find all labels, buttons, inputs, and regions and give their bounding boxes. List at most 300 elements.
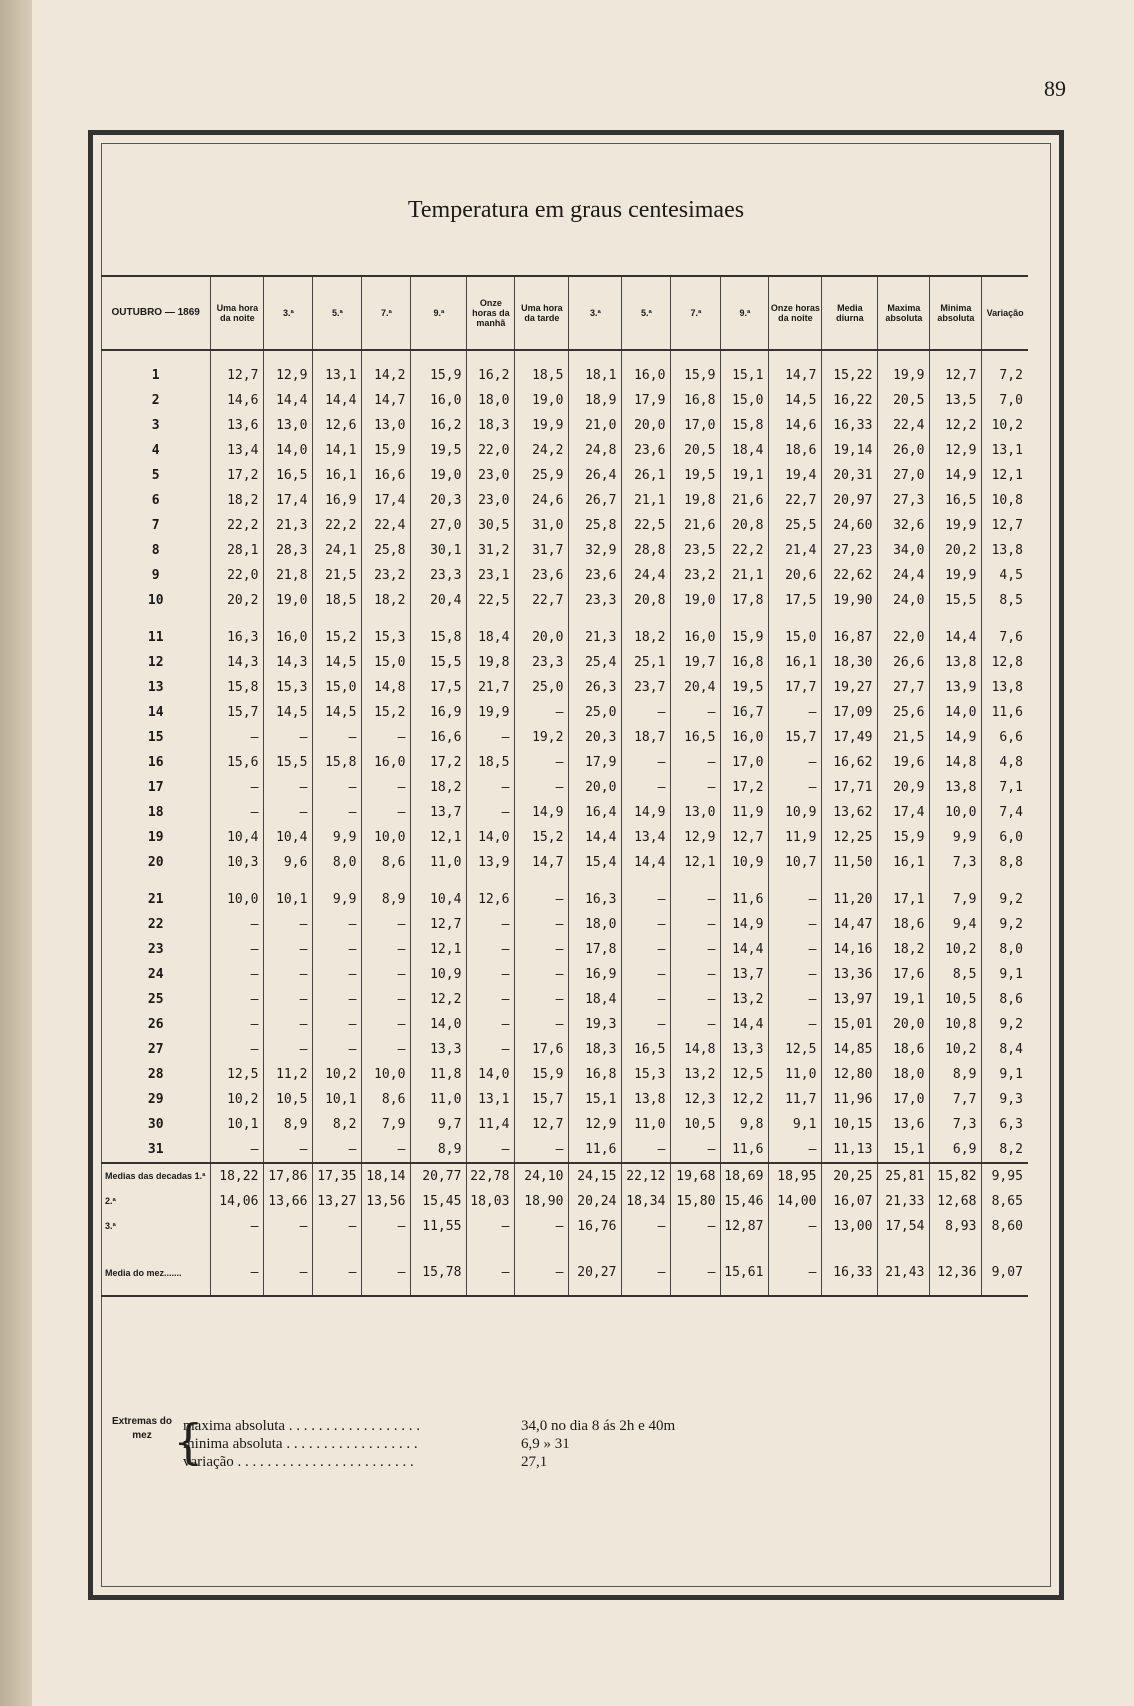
spacer-cell — [411, 350, 467, 363]
value-cell: 21,7 — [467, 675, 515, 700]
value-cell: 27,7 — [878, 675, 930, 700]
value-cell: — — [362, 937, 411, 962]
column-header: Onze horas da manhã — [467, 276, 515, 350]
value-cell: 8,9 — [264, 1112, 313, 1137]
value-cell: 20,9 — [878, 775, 930, 800]
value-cell: — — [622, 912, 671, 937]
value-cell: 13,36 — [822, 962, 878, 987]
table-row — [101, 513, 1028, 538]
value-cell: 25,8 — [569, 513, 622, 538]
table-row — [101, 800, 1028, 825]
spacer-cell — [101, 875, 211, 887]
medias-value-cell: 20,25 — [822, 1163, 878, 1189]
day-cell: 31 — [147, 1142, 164, 1157]
spacer-cell — [671, 875, 721, 887]
medias-value-cell: 18,03 — [467, 1189, 515, 1214]
value-cell: 8,9 — [411, 1137, 467, 1163]
value-cell: 17,09 — [822, 700, 878, 725]
medias-value-cell: 22,78 — [467, 1163, 515, 1189]
value-cell: 24,8 — [569, 438, 622, 463]
medias-value-cell: 19,68 — [671, 1163, 721, 1189]
value-cell: — — [671, 750, 721, 775]
value-cell: 32,6 — [878, 513, 930, 538]
value-cell: 9,9 — [313, 887, 362, 912]
column-header: Variação — [982, 276, 1028, 350]
value-cell: 11,13 — [822, 1137, 878, 1163]
value-cell: 8,6 — [362, 850, 411, 875]
medias-value-cell: 12,68 — [930, 1189, 982, 1214]
spacer-cell — [264, 875, 313, 887]
value-cell: 7,9 — [930, 887, 982, 912]
table-row — [101, 1137, 1028, 1163]
value-cell: — — [313, 1012, 362, 1037]
value-cell: 10,7 — [769, 850, 822, 875]
value-cell: 26,3 — [569, 675, 622, 700]
medias-value-cell: 17,54 — [878, 1214, 930, 1239]
value-cell: — — [671, 937, 721, 962]
value-cell: — — [467, 1037, 515, 1062]
value-cell: 14,9 — [930, 463, 982, 488]
value-cell: — — [313, 775, 362, 800]
medias-value-cell: 15,46 — [721, 1189, 769, 1214]
value-cell: 11,0 — [411, 850, 467, 875]
value-cell: 20,6 — [769, 563, 822, 588]
spacer-cell — [515, 350, 569, 363]
value-cell: — — [313, 1137, 362, 1163]
value-cell: 18,5 — [467, 750, 515, 775]
value-cell: — — [313, 987, 362, 1012]
medias-value-cell: 13,56 — [362, 1189, 411, 1214]
value-cell: — — [467, 912, 515, 937]
value-cell: 15,7 — [211, 700, 264, 725]
value-cell: 9,6 — [264, 850, 313, 875]
value-cell: 10,1 — [211, 1112, 264, 1137]
spacer-cell — [467, 1239, 515, 1251]
value-cell: 11,20 — [822, 887, 878, 912]
value-cell: 24,1 — [313, 538, 362, 563]
value-cell: 12,8 — [982, 650, 1028, 675]
spacer-cell — [411, 1239, 467, 1251]
value-cell: — — [264, 800, 313, 825]
value-cell: 15,2 — [362, 700, 411, 725]
spacer-cell — [982, 875, 1028, 887]
value-cell: — — [622, 887, 671, 912]
spacer-cell — [721, 613, 769, 625]
value-cell: — — [313, 725, 362, 750]
spacer-cell — [515, 875, 569, 887]
value-cell: 15,8 — [211, 675, 264, 700]
spacer-cell — [362, 875, 411, 887]
value-cell: — — [211, 725, 264, 750]
value-cell: 25,5 — [769, 513, 822, 538]
value-cell: 15,3 — [362, 625, 411, 650]
table-row — [101, 1087, 1028, 1112]
table-row — [101, 1112, 1028, 1137]
spacer-cell — [930, 875, 982, 887]
value-cell: — — [264, 1137, 313, 1163]
value-cell: — — [769, 1137, 822, 1163]
medias-value-cell: 24,15 — [569, 1163, 622, 1189]
value-cell: — — [769, 1012, 822, 1037]
value-cell: 14,4 — [313, 388, 362, 413]
medias-value-cell: 8,60 — [982, 1214, 1028, 1239]
value-cell: 22,0 — [467, 438, 515, 463]
value-cell: 16,1 — [878, 850, 930, 875]
value-cell: 14,4 — [622, 850, 671, 875]
value-cell: 11,96 — [822, 1087, 878, 1112]
value-cell: — — [211, 775, 264, 800]
medias-label: Medias das decadas — [105, 1171, 193, 1181]
value-cell: 20,5 — [671, 438, 721, 463]
spacer-cell — [211, 1239, 264, 1251]
spacer-cell — [769, 350, 822, 363]
value-cell: 10,2 — [982, 413, 1028, 438]
value-cell: 17,9 — [622, 388, 671, 413]
value-cell: 7,3 — [930, 850, 982, 875]
day-cell: 22 — [147, 917, 164, 932]
spacer-cell — [982, 350, 1028, 363]
value-cell: 12,7 — [930, 363, 982, 388]
medias-value-cell: 17,86 — [264, 1163, 313, 1189]
value-cell: 15,9 — [671, 363, 721, 388]
value-cell: 12,3 — [671, 1087, 721, 1112]
value-cell: 16,5 — [622, 1037, 671, 1062]
value-cell: 23,3 — [515, 650, 569, 675]
column-header: 3.ª — [264, 276, 313, 350]
value-cell: 13,0 — [362, 413, 411, 438]
value-cell: 25,0 — [569, 700, 622, 725]
value-cell: 16,0 — [622, 363, 671, 388]
value-cell: 12,5 — [769, 1037, 822, 1062]
value-cell: 19,14 — [822, 438, 878, 463]
value-cell: 14,5 — [264, 700, 313, 725]
value-cell: 20,0 — [622, 413, 671, 438]
value-cell: 9,1 — [982, 1062, 1028, 1087]
day-cell: 18 — [147, 805, 164, 820]
value-cell: — — [264, 1037, 313, 1062]
value-cell: 26,7 — [569, 488, 622, 513]
value-cell: 21,5 — [313, 563, 362, 588]
day-cell: 3 — [151, 418, 160, 433]
medias-value-cell: — — [467, 1214, 515, 1239]
medias-value-cell: 18,95 — [769, 1163, 822, 1189]
value-cell: — — [362, 1037, 411, 1062]
value-cell: 13,8 — [930, 775, 982, 800]
value-cell: 23,7 — [622, 675, 671, 700]
medias-value-cell: 11,55 — [411, 1214, 467, 1239]
value-cell: 14,3 — [211, 650, 264, 675]
value-cell: 28,8 — [622, 538, 671, 563]
value-cell: — — [515, 962, 569, 987]
value-cell: 17,1 — [878, 887, 930, 912]
value-cell: 22,2 — [721, 538, 769, 563]
column-header: Uma hora da tarde — [515, 276, 569, 350]
value-cell: 15,3 — [622, 1062, 671, 1087]
column-header: Media diurna — [822, 276, 878, 350]
value-cell: 10,0 — [211, 887, 264, 912]
spacer-row — [101, 1239, 1028, 1251]
value-cell: — — [362, 1137, 411, 1163]
value-cell: 16,6 — [362, 463, 411, 488]
value-cell: 8,0 — [982, 937, 1028, 962]
media-mez-cell: — — [264, 1251, 313, 1296]
day-cell: 14 — [147, 705, 164, 720]
value-cell: 19,1 — [721, 463, 769, 488]
page-number: 89 — [1044, 76, 1066, 101]
value-cell: 19,6 — [878, 750, 930, 775]
value-cell: 12,9 — [671, 825, 721, 850]
media-mez-label: Media do mez....... — [101, 1251, 211, 1296]
value-cell: 19,0 — [411, 463, 467, 488]
value-cell: 34,0 — [878, 538, 930, 563]
value-cell: — — [362, 725, 411, 750]
table-row — [101, 937, 1028, 962]
value-cell: 15,1 — [721, 363, 769, 388]
column-header: 9.ª — [411, 276, 467, 350]
value-cell: 15,3 — [264, 675, 313, 700]
value-cell: 27,3 — [878, 488, 930, 513]
value-cell: 15,5 — [930, 588, 982, 613]
spacer-cell — [930, 613, 982, 625]
medias-row — [101, 1163, 1028, 1189]
table-row — [101, 438, 1028, 463]
medias-value-cell: 16,76 — [569, 1214, 622, 1239]
value-cell: 18,2 — [362, 588, 411, 613]
value-cell: 13,8 — [982, 538, 1028, 563]
value-cell: 28,3 — [264, 538, 313, 563]
media-mez-cell: 12,36 — [930, 1251, 982, 1296]
value-cell: 9,2 — [982, 1012, 1028, 1037]
value-cell: 19,5 — [411, 438, 467, 463]
value-cell: 18,4 — [569, 987, 622, 1012]
value-cell: — — [769, 937, 822, 962]
medias-label-cell — [101, 1189, 211, 1214]
spacer-cell — [101, 1239, 211, 1251]
value-cell: 12,7 — [411, 912, 467, 937]
value-cell: 8,2 — [982, 1137, 1028, 1163]
day-cell: 28 — [147, 1067, 164, 1082]
value-cell: — — [671, 962, 721, 987]
value-cell: — — [211, 912, 264, 937]
value-cell: 12,2 — [721, 1087, 769, 1112]
value-cell: — — [515, 912, 569, 937]
table-row — [101, 887, 1028, 912]
value-cell: 13,7 — [721, 962, 769, 987]
value-cell: 15,9 — [878, 825, 930, 850]
spacer-cell — [822, 350, 878, 363]
value-cell: 14,4 — [569, 825, 622, 850]
value-cell: 17,2 — [211, 463, 264, 488]
value-cell: 18,5 — [313, 588, 362, 613]
value-cell: 17,8 — [721, 588, 769, 613]
spacer-cell — [467, 875, 515, 887]
value-cell: — — [671, 1012, 721, 1037]
spacer-cell — [721, 875, 769, 887]
table-row — [101, 850, 1028, 875]
value-cell: — — [467, 800, 515, 825]
table-row — [101, 1037, 1028, 1062]
value-cell: — — [467, 1012, 515, 1037]
value-cell: 13,62 — [822, 800, 878, 825]
value-cell: 9,8 — [721, 1112, 769, 1137]
value-cell: 9,1 — [982, 962, 1028, 987]
spacer-cell — [211, 350, 264, 363]
value-cell: 26,1 — [622, 463, 671, 488]
extremas-row-min: minima absoluta . . . . . . . . . . . . . . . . . . — [183, 1436, 418, 1452]
spacer-cell — [930, 350, 982, 363]
value-cell: 11,6 — [721, 1137, 769, 1163]
value-cell: 10,2 — [930, 1037, 982, 1062]
column-header: 3.ª — [569, 276, 622, 350]
value-cell: 12,1 — [982, 463, 1028, 488]
table-row — [101, 1062, 1028, 1087]
media-mez-cell: 16,33 — [822, 1251, 878, 1296]
value-cell: — — [515, 700, 569, 725]
value-cell: 11,6 — [569, 1137, 622, 1163]
value-cell: 23,5 — [671, 538, 721, 563]
value-cell: 16,8 — [721, 650, 769, 675]
value-cell: 14,2 — [362, 363, 411, 388]
value-cell: 18,0 — [467, 388, 515, 413]
value-cell: 20,4 — [411, 588, 467, 613]
value-cell: 18,1 — [569, 363, 622, 388]
table-row — [101, 363, 1028, 388]
value-cell: 19,0 — [264, 588, 313, 613]
table-row — [101, 750, 1028, 775]
value-cell: 10,5 — [671, 1112, 721, 1137]
value-cell: — — [362, 775, 411, 800]
value-cell: 13,3 — [411, 1037, 467, 1062]
spacer-cell — [411, 875, 467, 887]
value-cell: 15,2 — [515, 825, 569, 850]
value-cell: 16,5 — [930, 488, 982, 513]
value-cell: 7,2 — [982, 363, 1028, 388]
value-cell: — — [362, 1012, 411, 1037]
value-cell: 6,0 — [982, 825, 1028, 850]
value-cell: 15,0 — [362, 650, 411, 675]
value-cell: 14,7 — [362, 388, 411, 413]
value-cell: 17,9 — [569, 750, 622, 775]
value-cell: 17,5 — [769, 588, 822, 613]
value-cell: 10,8 — [982, 488, 1028, 513]
spacer-cell — [622, 350, 671, 363]
table-row — [101, 700, 1028, 725]
value-cell: 15,9 — [411, 363, 467, 388]
value-cell: 23,1 — [467, 563, 515, 588]
day-cell: 27 — [147, 1042, 164, 1057]
value-cell: 14,4 — [930, 625, 982, 650]
table-row — [101, 725, 1028, 750]
value-cell: 4,8 — [982, 750, 1028, 775]
medias-value-cell: 8,93 — [930, 1214, 982, 1239]
spacer-cell — [211, 875, 264, 887]
table-row — [101, 987, 1028, 1012]
table-frame — [88, 130, 1064, 1600]
value-cell: 23,2 — [671, 563, 721, 588]
value-cell: 11,0 — [622, 1112, 671, 1137]
value-cell: 24,4 — [622, 563, 671, 588]
column-header: Onze horas da noite — [769, 276, 822, 350]
value-cell: 16,9 — [569, 962, 622, 987]
value-cell: 12,9 — [264, 363, 313, 388]
spacer-cell — [362, 1239, 411, 1251]
day-cell: 29 — [147, 1092, 164, 1107]
value-cell: — — [515, 887, 569, 912]
extremas-value-max: 34,0 no dia 8 ás 2h e 40m — [521, 1418, 676, 1434]
value-cell: 9,2 — [982, 912, 1028, 937]
value-cell: 20,8 — [721, 513, 769, 538]
value-cell: 27,23 — [822, 538, 878, 563]
value-cell: 10,5 — [930, 987, 982, 1012]
value-cell: — — [515, 1137, 569, 1163]
spacer-cell — [313, 875, 362, 887]
spacer-cell — [982, 1239, 1028, 1251]
value-cell: — — [515, 1012, 569, 1037]
value-cell: 10,0 — [362, 825, 411, 850]
decade-ordinal: 3.ª — [105, 1221, 116, 1231]
value-cell: 21,3 — [264, 513, 313, 538]
value-cell: 20,2 — [930, 538, 982, 563]
value-cell: 20,0 — [515, 625, 569, 650]
spacer-cell — [264, 1239, 313, 1251]
value-cell: 11,4 — [467, 1112, 515, 1137]
value-cell: 22,2 — [211, 513, 264, 538]
value-cell: 21,1 — [721, 563, 769, 588]
value-cell: 18,6 — [769, 438, 822, 463]
value-cell: 18,2 — [411, 775, 467, 800]
media-mez-cell: 15,78 — [411, 1251, 467, 1296]
value-cell: 10,2 — [211, 1087, 264, 1112]
value-cell: — — [671, 987, 721, 1012]
day-cell: 25 — [147, 992, 164, 1007]
value-cell: 25,1 — [622, 650, 671, 675]
value-cell: 16,9 — [411, 700, 467, 725]
value-cell: 24,2 — [515, 438, 569, 463]
medias-value-cell: — — [362, 1214, 411, 1239]
value-cell: 18,0 — [878, 1062, 930, 1087]
medias-value-cell: 18,69 — [721, 1163, 769, 1189]
spacer-cell — [671, 613, 721, 625]
value-cell: 14,0 — [467, 825, 515, 850]
value-cell: 14,4 — [721, 937, 769, 962]
table-row — [101, 463, 1028, 488]
value-cell: 25,4 — [569, 650, 622, 675]
day-cell: 5 — [151, 468, 160, 483]
value-cell: 21,6 — [721, 488, 769, 513]
value-cell: 25,9 — [515, 463, 569, 488]
day-cell: 24 — [147, 967, 164, 982]
value-cell: 20,4 — [671, 675, 721, 700]
value-cell: 20,97 — [822, 488, 878, 513]
extremas-row-var: variação . . . . . . . . . . . . . . . . . . . . . . . . — [183, 1454, 414, 1470]
value-cell: 10,0 — [362, 1062, 411, 1087]
table-row — [101, 388, 1028, 413]
value-cell: 20,0 — [569, 775, 622, 800]
value-cell: 16,2 — [467, 363, 515, 388]
spacer-cell — [467, 613, 515, 625]
media-mez-cell: — — [211, 1251, 264, 1296]
medias-value-cell: 18,34 — [622, 1189, 671, 1214]
value-cell: 14,5 — [313, 700, 362, 725]
value-cell: 19,8 — [467, 650, 515, 675]
value-cell: 20,0 — [878, 1012, 930, 1037]
value-cell: 22,5 — [467, 588, 515, 613]
medias-value-cell: 15,82 — [930, 1163, 982, 1189]
value-cell: 14,5 — [769, 388, 822, 413]
value-cell: 14,8 — [671, 1037, 721, 1062]
value-cell: — — [671, 887, 721, 912]
value-cell: — — [211, 1012, 264, 1037]
